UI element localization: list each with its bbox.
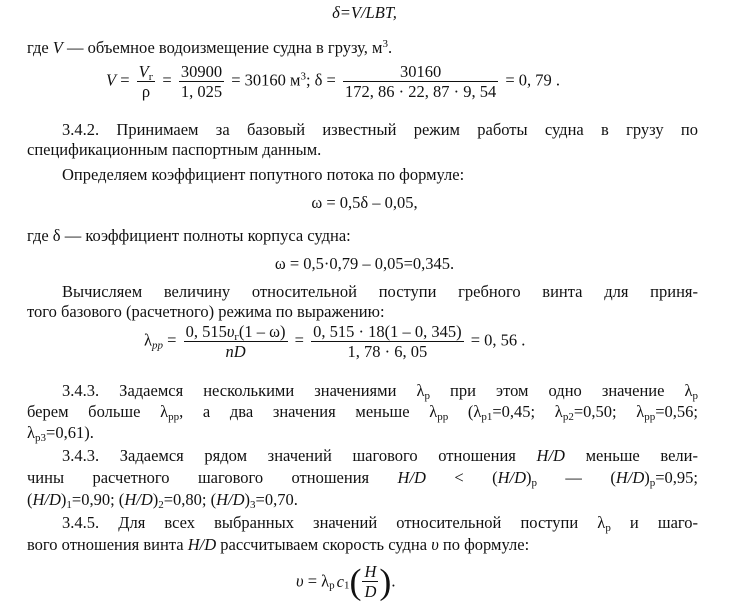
paragraph-define-omega: Определяем коэффициент попутного потока по формуле: (62, 165, 465, 184)
fraction-vr-rho: $\frac{V_г}{\rho}$ (138, 62, 154, 101)
fraction-lambda-symbolic: $\frac{0, 515\upsilon_г(1 - \omega)}{nD}$ (185, 322, 286, 361)
fraction-30900: $\frac{30900}{1, 025}$ (180, 62, 223, 101)
paragraph-342-line1: 3.4.2. Принимаем за базовый известный режим работы судна в грузу по (62, 120, 698, 139)
paragraph-calc-line2: того базового (расчетного) режима по выражению: (27, 302, 385, 321)
paragraph-calc-line1: Вычисляем величину относительной поступи гребного винта для приня- (62, 282, 698, 301)
paragraph-343b-line1: 3.4.3. Задаемся рядом значений шагового отношения H/D меньше вели- (62, 446, 698, 465)
paragraph-343-line2: берем больше $\lambda_{рр}$, а два значения меньше $\lambda_{рр}$ ($\lambda_{р1}=0,45$; $\lambda_{р2}=0,50$; $\lambda_{рр}=0,56$; (27, 402, 699, 423)
text-where-delta: где δ — коэффициент полноты корпуса судна: (27, 226, 351, 245)
paragraph-342-line2: спецификационным паспортным данным. (27, 140, 322, 159)
paragraph-343b-line2: чины расчетного шагового отношения $H/D < (H/D)_р$ — $(H/D)_р=0,95$; (27, 468, 698, 489)
paragraph-343-line1: 3.4.3. Задаемся несколькими значениями $\lambda_р$ при этом одно значение $\lambda_р$ (62, 381, 698, 402)
formula-omega-value: ω = 0,5·0,79 – 0,05=0,345. (274, 254, 455, 273)
formula-lambda-pp: $\lambda_{pp}$ = $\frac{0, 515\upsilon_г(1 - \omega)}{nD}$ = $\frac{0, 515 \cdot 18(1 - 0, 345)}{1, 78 \cdot 6, 05}$ = 0, 56 . (144, 322, 526, 361)
formula-displacement: V = $\frac{V_г}{\rho}$ = $\frac{30900}{1, 025}$ = 30160 $м^3$; δ = $\frac{30160}{172, 86 \cdot 22, 87 \cdot 9, 54}$ = 0, 79 . (106, 62, 561, 101)
fraction-lambda-numeric: $\frac{0, 515 \cdot 18(1 - 0, 345)}{1, 78 \cdot 6, 05}$ (313, 322, 462, 361)
text-where-v: где V — объемное водоизмещение судна в грузу, $м^3$. (27, 38, 393, 57)
paragraph-343b-line3: $(H/D)_1=0,90$; $(H/D)_2=0,80$; $(H/D)_3=0,70$. (27, 490, 298, 511)
formula-omega: ω = 0,5δ – 0,05, (311, 193, 418, 212)
formula-delta-definition: δ=V/LBT, (332, 3, 397, 22)
fraction-h-over-d: $\frac{H}{D}$ (364, 562, 377, 601)
formula-ship-speed: $\upsilon = \lambda_р$ $c_1$( $\frac{H}{D}$ ). (296, 561, 396, 602)
fraction-delta: $\frac{30160}{172, 86 \cdot 22, 87 \cdot 9, 54}$ (345, 62, 497, 101)
paragraph-343-line3: $\lambda_{р3}=0,61$). (27, 423, 94, 444)
paragraph-345-line1: 3.4.5. Для всех выбранных значений относительной поступи $\lambda_р$ и шаго- (62, 513, 698, 534)
paragraph-345-line2: вого отношения винта H/D рассчитываем скорость судна υ по формуле: (27, 535, 530, 554)
